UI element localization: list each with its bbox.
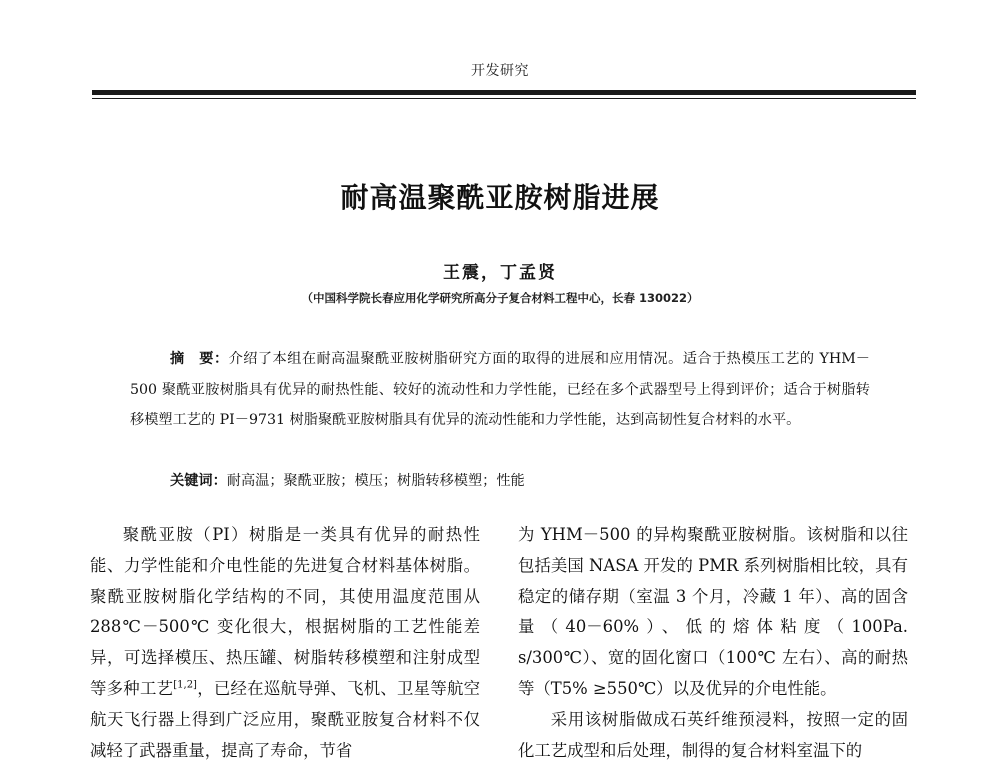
body-paragraph bbox=[90, 520, 480, 766]
header-rule-thin bbox=[92, 98, 916, 99]
article-authors: 王震，丁孟贤 bbox=[443, 263, 557, 283]
body-text: ，已经在巡航导弹、飞机、卫星等航空航天飞行器上得到广泛应用，聚酰亚胺复合材料不仅减轻了武器重量，提高了寿命，节省 bbox=[90, 678, 481, 760]
article-affiliation: （中国科学院长春应用化学研究所高分子复合材料工程中心，长春 130022） bbox=[301, 291, 699, 305]
abstract-label: 摘 要： bbox=[170, 351, 229, 367]
header-rule-thick bbox=[92, 90, 916, 95]
body-paragraph: 采用该树脂做成石英纤维预浸料，按照一定的固化工艺成型和后处理，制得的复合材料室温下的 bbox=[518, 709, 908, 760]
citation: [1,2] bbox=[173, 679, 197, 691]
body-text: 聚酰亚胺（PI）树脂是一类具有优异的耐热性能、力学性能和介电性能的先进复合材料基体树脂。聚酰亚胺树脂化学结构的不同，其使用温度范围从 288℃－500℃ 变化很大，根据树脂的工艺性能差异，可选择模压、热压罐、树脂转移模塑和注射成型等多种工艺 bbox=[90, 525, 480, 698]
body-column-left bbox=[90, 520, 480, 766]
keywords-text: 耐高温；聚酰亚胺；模压；树脂转移模塑；性能 bbox=[226, 473, 525, 489]
keywords bbox=[170, 466, 870, 496]
abstract-text: 介绍了本组在耐高温聚酰亚胺树脂研究方面的取得的进展和应用情况。适合于热模压工艺的 YHM－500 聚酰亚胺树脂具有优异的耐热性能、较好的流动性和力学性能，已经在多个武器型号上得到评价；适合于树脂转移模塑工艺的 PI－9731 树脂聚酰亚胺树脂具有优异的流动性能和力学性能，达到高韧性复合材料的水平。 bbox=[130, 351, 870, 428]
article-title: 耐高温聚酰亚胺树脂进展 bbox=[340, 181, 660, 214]
keywords-label: 关键词： bbox=[170, 473, 227, 489]
abstract bbox=[130, 344, 870, 436]
body-column-right bbox=[518, 520, 908, 766]
section-label: 开发研究 bbox=[471, 63, 529, 79]
body-paragraph: 为 YHM－500 的异构聚酰亚胺树脂。该树脂和以往包括美国 NASA 开发的 PMR 系列树脂相比较，具有稳定的储存期（室温 3 个月，冷藏 1 年）、高的固含量（40－60%）、低的熔体粘度（100Pa. s/300℃）、宽的固化窗口（100℃ 左右）、高的耐热等（T5% ≥550℃）以及优异的介电性能。 bbox=[518, 525, 908, 698]
